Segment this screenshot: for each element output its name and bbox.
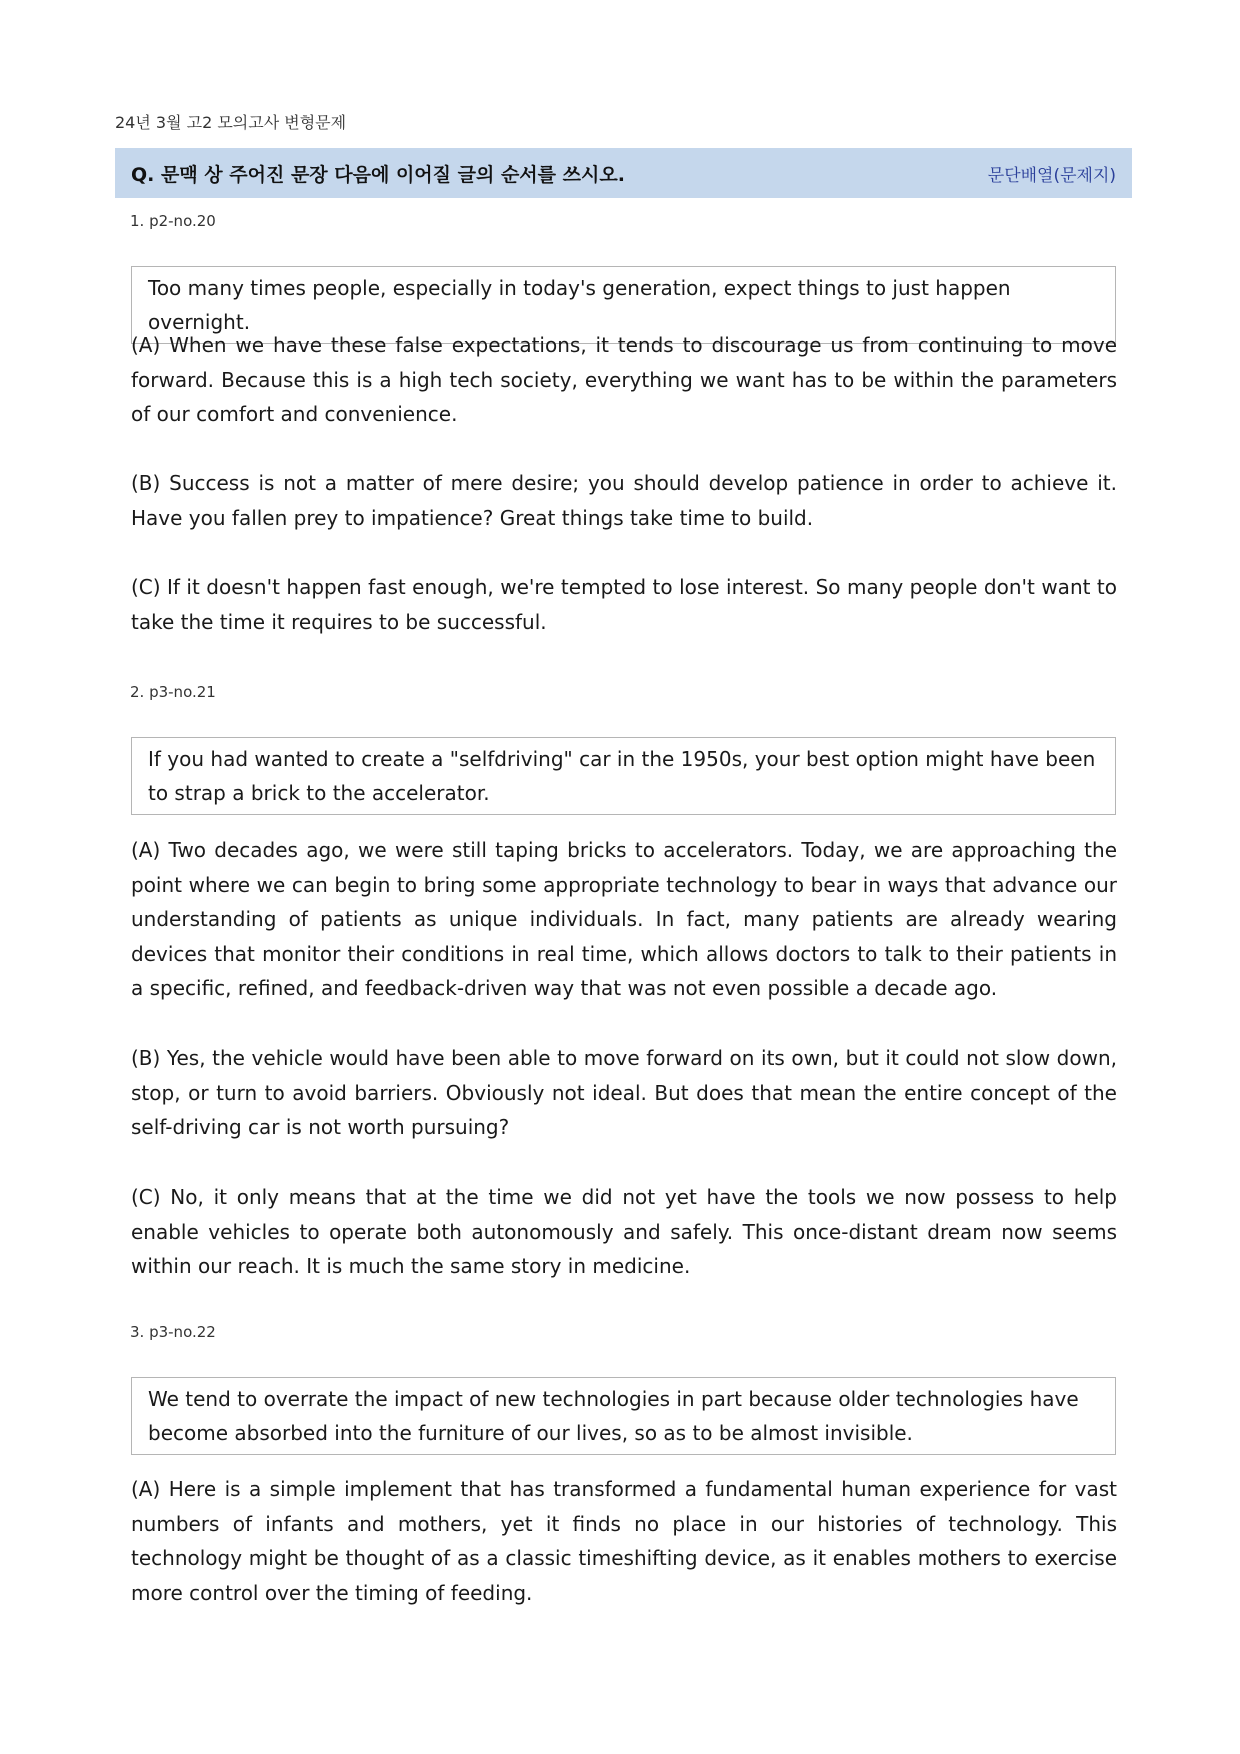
paragraph-b: (B) Yes, the vehicle would have been able to move forward on its own, but it could not slow down, stop, or turn to avoid barriers. Obviously not ideal. But does that mean the entire concept of the self-driving car is not worth pursuing? (131, 1046, 1117, 1139)
paragraph-c: (C) No, it only means that at the time we did not yet have the tools we now possess to help enable vehicles to operate both autonomously and safely. This once-distant dream now seems within our reach. It is much the same story in medicine. (131, 1185, 1117, 1278)
given-sentence-box: We tend to overrate the impact of new technologies in part because older technologies have become absorbed into the furniture of our lives, so as to be almost invisible. (131, 1377, 1116, 1455)
item-label: 2. p3-no.21 (130, 683, 216, 701)
item-label: 3. p3-no.22 (130, 1323, 216, 1341)
paragraph-a: (A) When we have these false expectations, it tends to discourage us from continuing to move forward. Because this is a high tech society, everything we want has to be within the parameters of our comfort and convenience. (131, 333, 1117, 426)
paragraph-a: (A) Two decades ago, we were still taping bricks to accelerators. Today, we are approaching the point where we can begin to bring some appropriate technology to bear in ways that advance our understanding of patients as unique individuals. In fact, many patients are already wearing devices that monitor their conditions in real time, which allows doctors to talk to their patients in a specific, refined, and feedback-driven way that was not even possible a decade ago. (131, 838, 1117, 1000)
given-sentence-box: Too many times people, especially in today's generation, expect things to just happen overnight. (131, 266, 1116, 344)
paragraph-a: (A) Here is a simple implement that has transformed a fundamental human experience for vast numbers of infants and mothers, yet it finds no place in our histories of technology. This technology might be thought of as a classic timeshifting device, as it enables mothers to exercise more control over the timing of feeding. (131, 1477, 1117, 1605)
paragraph-b: (B) Success is not a matter of mere desire; you should develop patience in order to achieve it. Have you fallen prey to impatience? Great things take time to build. (131, 471, 1117, 530)
paragraph-c: (C) If it doesn't happen fast enough, we're tempted to lose interest. So many people don't want to take the time it requires to be successful. (131, 575, 1117, 634)
question-banner (115, 148, 1132, 198)
document-header: 24년 3월 고2 모의고사 변형문제 (115, 113, 347, 132)
question-type-tag: 문단배열(문제지) (987, 165, 1116, 186)
given-sentence-box: If you had wanted to create a "selfdriving" car in the 1950s, your best option might have been to strap a brick to the accelerator. (131, 737, 1116, 815)
question-instruction: Q. 문맥 상 주어진 문장 다음에 이어질 글의 순서를 쓰시오. (131, 163, 625, 186)
item-label: 1. p2-no.20 (130, 212, 216, 230)
